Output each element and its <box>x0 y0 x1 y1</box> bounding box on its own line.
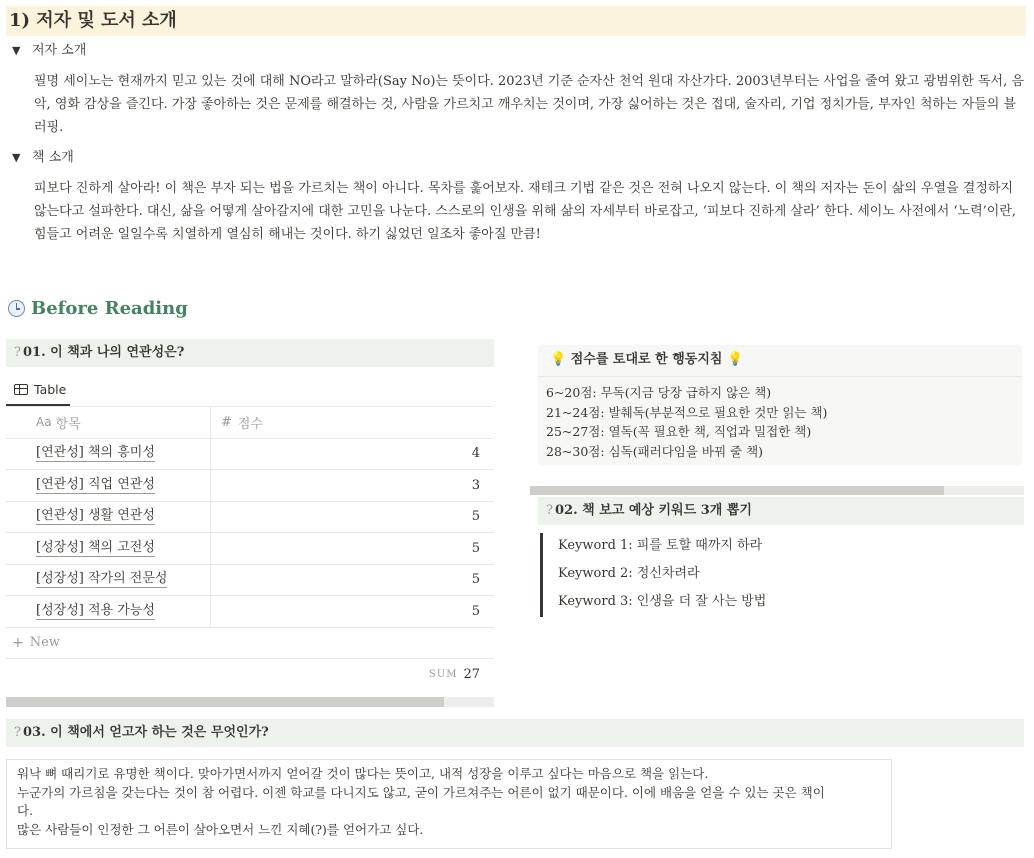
toggle-author-label: 저자 소개 <box>32 43 87 58</box>
answer-line: 누군가의 가르침을 갖는다는 것이 참 어렵다. 이젠 학교를 다니지도 않고, 굳이 가르쳐주는 어른이 없기 때문이다. 이에 배움을 얻을 수 있는 곳은 책이 <box>17 784 825 800</box>
row-score: 5 <box>471 509 480 525</box>
new-row-button[interactable] <box>6 628 494 659</box>
toggle-author[interactable] <box>12 41 86 61</box>
row-name-cell[interactable] <box>6 533 211 564</box>
lightbulb-icon: 💡 <box>726 352 744 367</box>
row-name: [연관성] 책의 흥미성 <box>36 445 155 461</box>
toggle-triangle-icon[interactable]: ▼ <box>12 151 21 164</box>
guide-title-row <box>538 345 1022 377</box>
section-heading: 1) 저자 및 도서 소개 <box>6 6 1026 36</box>
text-property-icon: Aa <box>36 415 52 430</box>
column-name-label: 항목 <box>55 416 81 432</box>
clock-icon <box>8 300 25 317</box>
guide-scrollbar[interactable] <box>530 486 1024 495</box>
column-score-label: 점수 <box>237 416 264 432</box>
table-row[interactable] <box>6 439 494 471</box>
row-score-cell[interactable] <box>211 533 494 564</box>
table-header-row <box>6 407 494 439</box>
toggle-book[interactable] <box>12 148 74 168</box>
table-row[interactable] <box>6 502 494 534</box>
answer-line: 다. <box>17 803 34 818</box>
row-name: [연관성] 생활 연관성 <box>36 508 155 524</box>
guide-item: 28~30점: 심독(패러다임을 바꿔 줄 책) <box>546 443 764 459</box>
sum-label: SUM <box>428 669 458 680</box>
table-view-label: Table <box>34 381 67 397</box>
row-name-cell[interactable] <box>6 439 211 470</box>
row-name: [연관성] 직업 연관성 <box>36 476 155 492</box>
row-name-cell[interactable] <box>6 470 211 501</box>
guide-title: 점수를 토대로 한 행동지침 <box>570 352 723 367</box>
row-name: [성장성] 적용 가능성 <box>36 602 155 618</box>
guide-list <box>538 377 1022 461</box>
row-name-cell[interactable] <box>6 596 211 627</box>
keyword-item: Keyword 3: 인생을 더 잘 사는 방법 <box>558 594 767 609</box>
book-description: 피보다 진하게 살아라! 이 책은 부자 되는 법을 가르치는 책이 아니다. 목차를 훑어보자. 재테크 기법 같은 것은 전혀 나오지 않는다. 이 책의 저자는 돈이 삶의 우열을 결정하지 않는다고 설파한다. 대신, 삶을 어떻게 살아갈지에 대한 고민을 나눈다. 스스로의 인생을 위해 삶의 자세부터 바로잡고, ‘피보다 진하게 살라’ 한다. 세이노 사전에서 ‘노력’이란, 힘들고 어려운 일일수록 치열하게 열심히 해내는 것이다. 하기 싫었던 일조차 좋아질 만큼! <box>34 181 1017 242</box>
guide-item: 21~24점: 발췌독(부분적으로 필요한 것만 읽는 책) <box>546 404 828 420</box>
row-name: [성장성] 작가의 전문성 <box>36 571 168 587</box>
question-icon: ? <box>14 345 21 360</box>
row-score: 5 <box>471 572 480 588</box>
row-score: 5 <box>471 540 480 556</box>
table-scrollbar[interactable] <box>6 697 494 707</box>
scrollbar-thumb[interactable] <box>6 697 444 707</box>
keyword-item: Keyword 2: 정신차려라 <box>558 566 700 581</box>
row-score-cell[interactable] <box>211 565 494 596</box>
row-score-cell[interactable] <box>211 439 494 470</box>
row-name: [성장성] 책의 고전성 <box>36 539 155 555</box>
row-score: 5 <box>471 603 480 619</box>
table-icon <box>14 384 28 395</box>
scrollbar-thumb[interactable] <box>530 486 944 495</box>
keywords-quote <box>540 533 1000 617</box>
lightbulb-icon: 💡 <box>550 352 567 367</box>
guide-callout <box>538 345 1022 465</box>
row-score: 3 <box>471 477 480 493</box>
keyword-item: Keyword 1: 피를 토할 때까지 하라 <box>558 538 763 553</box>
toggle-triangle-icon[interactable]: ▼ <box>12 44 21 57</box>
q1-heading <box>6 339 494 367</box>
table-row[interactable] <box>6 596 494 628</box>
q2-title: 02. 책 보고 예상 키워드 3개 뽑기 <box>554 503 752 518</box>
answer-line: 많은 사람들이 인정한 그 어른이 살아오면서 느낀 지혜(?)를 얻어가고 싶다. <box>17 821 424 837</box>
q3-answer-box[interactable] <box>6 759 892 849</box>
q3-heading <box>6 719 1024 747</box>
column-header-score[interactable] <box>211 407 494 438</box>
question-icon: ? <box>14 725 21 740</box>
guide-item: 25~27점: 열독(꼭 필요한 책, 직업과 밀접한 책) <box>546 424 812 439</box>
row-name-cell[interactable] <box>6 565 211 596</box>
row-score-cell[interactable] <box>211 596 494 627</box>
new-row-label: New <box>29 635 60 650</box>
score-table <box>6 406 494 691</box>
question-icon: ? <box>546 503 553 518</box>
q3-title: 03. 이 책에서 얻고자 하는 것은 무엇인가? <box>22 725 269 740</box>
sum-row <box>6 659 494 691</box>
number-property-icon: # <box>221 414 232 430</box>
row-score-cell[interactable] <box>211 470 494 501</box>
before-reading-heading <box>8 296 188 320</box>
column-header-name[interactable] <box>6 407 211 438</box>
table-view-tab[interactable] <box>6 374 70 406</box>
row-name-cell[interactable] <box>6 502 211 533</box>
plus-icon: + <box>12 634 24 651</box>
guide-item: 6~20점: 무독(지금 당장 급하지 않은 책) <box>546 385 772 400</box>
table-row[interactable] <box>6 533 494 565</box>
before-reading-title: Before Reading <box>31 297 188 319</box>
q2-heading <box>538 497 1024 525</box>
toggle-book-label: 책 소개 <box>32 150 74 165</box>
row-score: 4 <box>471 446 480 462</box>
row-score-cell[interactable] <box>211 502 494 533</box>
table-row[interactable] <box>6 470 494 502</box>
author-description: 필명 세이노는 현재까지 믿고 있는 것에 대해 NO라고 말하라(Say No)는 뜻이다. 2023년 기준 순자산 천억 원대 자산가다. 2003년부터는 사업을 줄여 왔고 광범위한 독서, 음악, 영화 감상을 즐긴다. 가장 좋아하는 것은 문제를 해결하는 것, 사람을 가르치고 깨우치는 것이며, 가장 싫어하는 것은 접대, 술자리, 기업 정치가들, 부자인 척하는 자들의 블러핑. <box>34 74 1024 135</box>
answer-line: 워낙 뼈 때리기로 유명한 책이다. 맞아가면서까지 얻어갈 것이 많다는 뜻이고, 내적 성장을 이루고 싶다는 마음으로 책을 읽는다. <box>17 766 709 781</box>
q1-title: 01. 이 책과 나의 연관성은? <box>22 345 185 360</box>
sum-value: 27 <box>463 667 480 682</box>
table-row[interactable] <box>6 565 494 597</box>
